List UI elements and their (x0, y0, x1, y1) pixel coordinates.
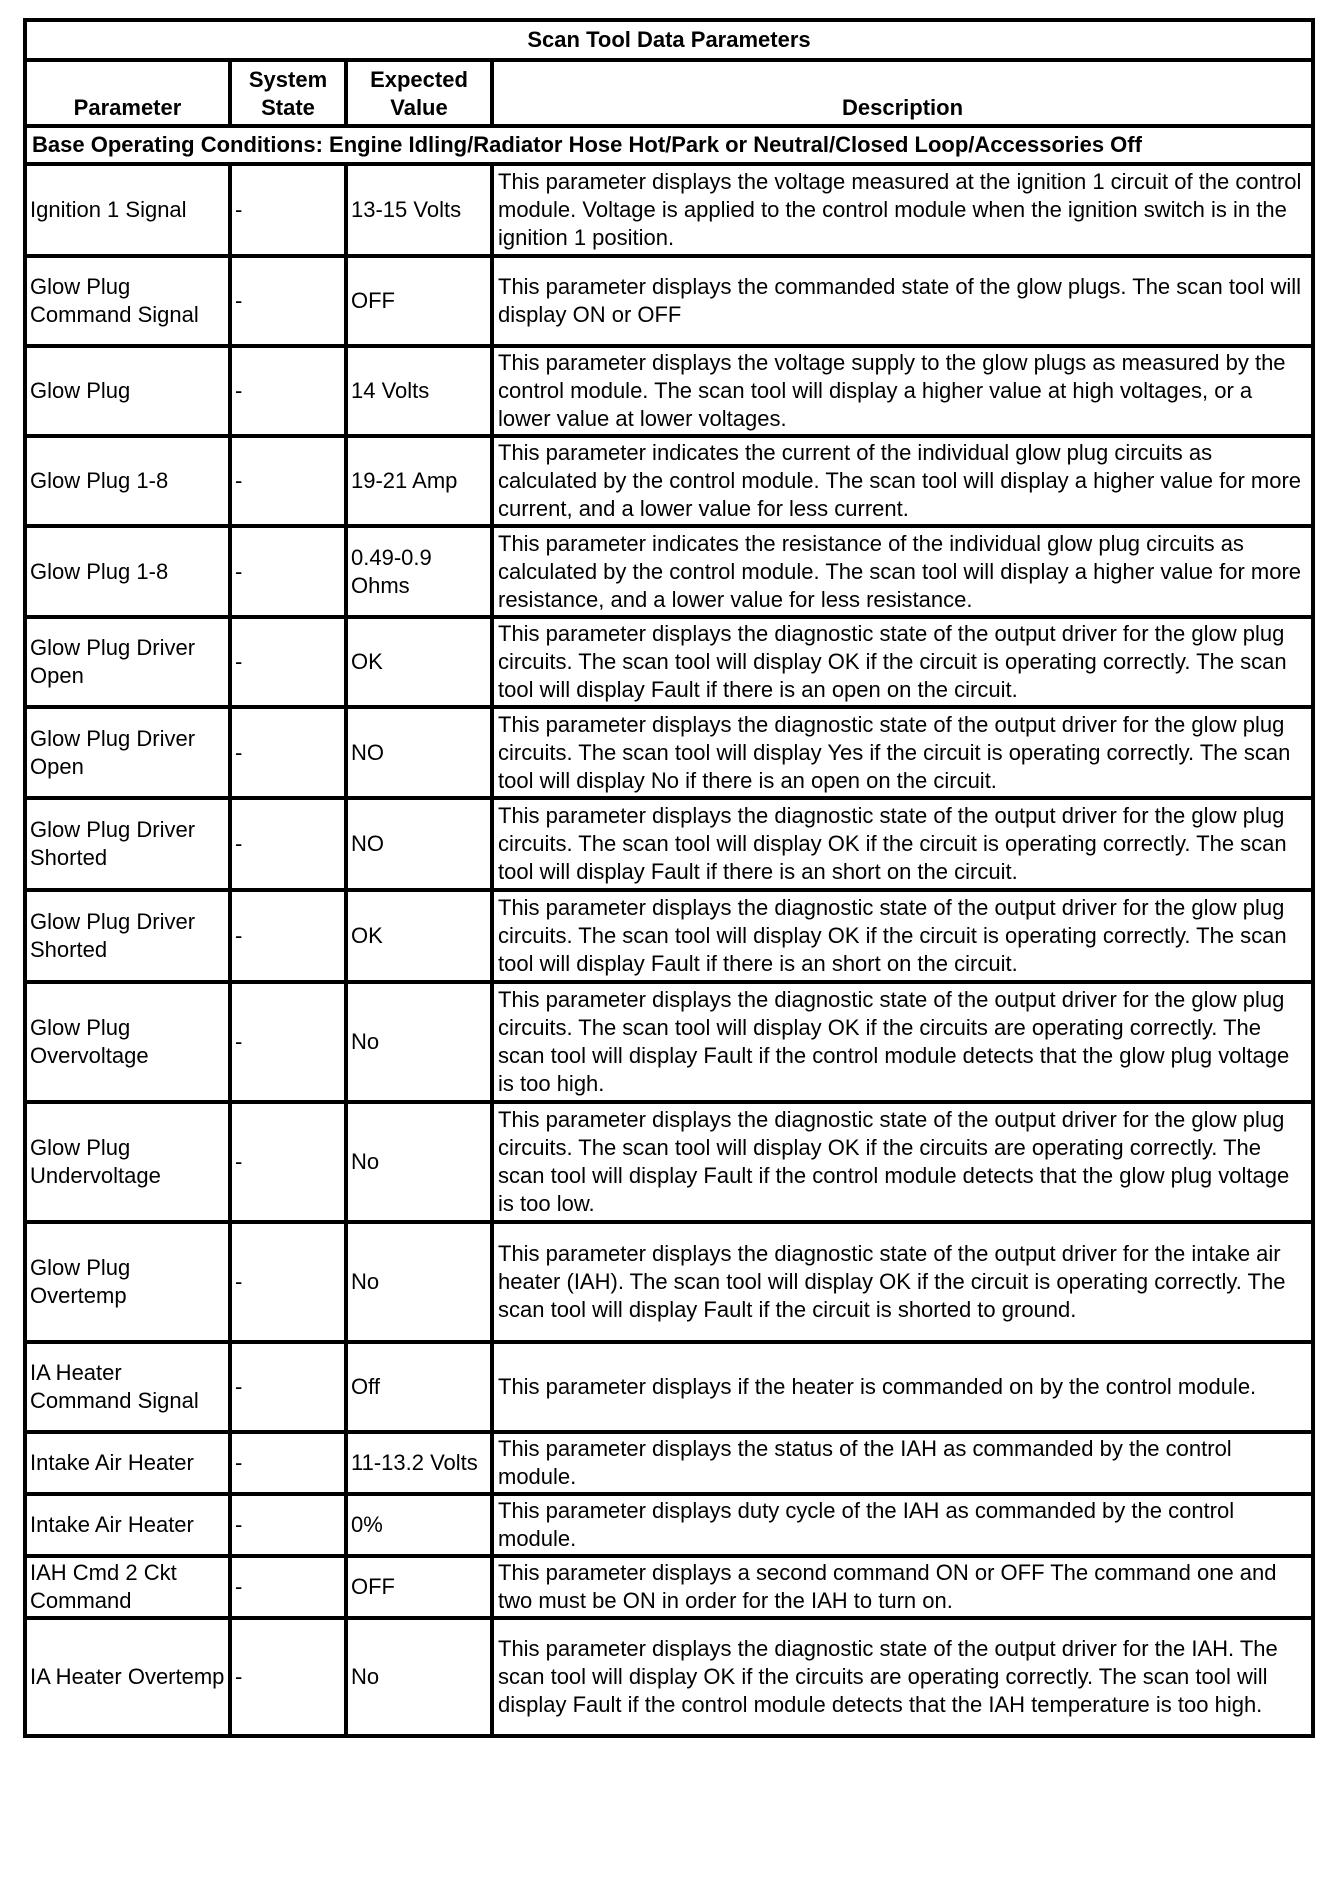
description-cell: This parameter displays the diagnostic state of the output driver for the glow plug circuits. The scan tool will display OK if the circuits are operating correctly. The scan tool will display Fault if the control module detects that the glow plug voltage is too high. (492, 982, 1313, 1102)
expected-value-cell: No (346, 1618, 492, 1736)
description-cell: This parameter displays the diagnostic state of the output driver for the glow plug circuits. The scan tool will display OK if the circuits are operating correctly. The scan tool will display Fault if the control module detects that the glow plug voltage is too low. (492, 1102, 1313, 1222)
parameter-cell: Glow Plug Driver Open (25, 617, 230, 707)
expected-value-cell: No (346, 982, 492, 1102)
system-state-cell: - (230, 707, 346, 798)
base-conditions: Base Operating Conditions: Engine Idling/Radiator Hose Hot/Park or Neutral/Closed Loop/Accessories Off (25, 126, 1313, 164)
system-state-cell: - (230, 617, 346, 707)
table-header-row (25, 60, 1313, 126)
system-state-cell: - (230, 256, 346, 346)
system-state-cell: - (230, 1432, 346, 1494)
expected-value-cell: 0.49-0.9 Ohms (346, 526, 492, 617)
description-cell: This parameter indicates the resistance of the individual glow plug circuits as calculated by the control module. The scan tool will display a higher value for more resistance, and a lower value for less resistance. (492, 526, 1313, 617)
parameter-cell: Intake Air Heater (25, 1432, 230, 1494)
table-row (25, 617, 1313, 707)
expected-value-cell: 11-13.2 Volts (346, 1432, 492, 1494)
system-state-cell: - (230, 436, 346, 526)
table-row (25, 890, 1313, 982)
system-state-cell: - (230, 982, 346, 1102)
parameter-cell: Glow Plug Overtemp (25, 1222, 230, 1342)
expected-value-cell: 19-21 Amp (346, 436, 492, 526)
system-state-cell: - (230, 1222, 346, 1342)
table-row (25, 707, 1313, 798)
table-row (25, 436, 1313, 526)
table-title-row (25, 20, 1313, 60)
parameter-cell: IA Heater Command Signal (25, 1342, 230, 1432)
system-state-cell: - (230, 346, 346, 436)
expected-value-cell: OFF (346, 1556, 492, 1618)
description-cell: This parameter displays the diagnostic state of the output driver for the IAH. The scan tool will display OK if the circuits are operating correctly. The scan tool will display Fault if the control module detects that the IAH temperature is too high. (492, 1618, 1313, 1736)
expected-value-cell: No (346, 1102, 492, 1222)
base-conditions-row (25, 126, 1313, 164)
description-cell: This parameter displays the diagnostic state of the output driver for the glow plug circuits. The scan tool will display OK if the circuit is operating correctly. The scan tool will display Fault if there is an short on the circuit. (492, 890, 1313, 982)
description-cell: This parameter displays the diagnostic state of the output driver for the glow plug circuits. The scan tool will display OK if the circuit is operating correctly. The scan tool will display Fault if there is an short on the circuit. (492, 798, 1313, 890)
column-header-expected-value-line2: Value (390, 95, 448, 120)
description-cell: This parameter displays if the heater is commanded on by the control module. (492, 1342, 1313, 1432)
parameter-cell: Glow Plug 1-8 (25, 436, 230, 526)
description-cell: This parameter displays duty cycle of the IAH as commanded by the control module. (492, 1494, 1313, 1556)
description-cell: This parameter displays the status of the IAH as commanded by the control module. (492, 1432, 1313, 1494)
parameter-cell: Glow Plug Driver Open (25, 707, 230, 798)
description-cell: This parameter displays the diagnostic state of the output driver for the glow plug circuits. The scan tool will display Yes if the circuit is operating correctly. The scan tool will display No if there is an open on the circuit. (492, 707, 1313, 798)
system-state-cell: - (230, 526, 346, 617)
expected-value-cell: NO (346, 707, 492, 798)
column-header-system-state (230, 60, 346, 126)
scan-tool-data-table (23, 18, 1315, 1738)
description-cell: This parameter displays the commanded state of the glow plugs. The scan tool will display ON or OFF (492, 256, 1313, 346)
system-state-cell: - (230, 798, 346, 890)
table-row (25, 1432, 1313, 1494)
system-state-cell: - (230, 1102, 346, 1222)
table-row (25, 1102, 1313, 1222)
parameter-cell: Glow Plug Driver Shorted (25, 798, 230, 890)
expected-value-cell: 13-15 Volts (346, 164, 492, 256)
expected-value-cell: OFF (346, 256, 492, 346)
description-cell: This parameter displays the voltage supply to the glow plugs as measured by the control module. The scan tool will display a higher value at high voltages, or a lower value at lower voltages. (492, 346, 1313, 436)
description-cell: This parameter displays the voltage measured at the ignition 1 circuit of the control module. Voltage is applied to the control module when the ignition switch is in the ignition 1 position. (492, 164, 1313, 256)
system-state-cell: - (230, 1342, 346, 1432)
expected-value-cell: 0% (346, 1494, 492, 1556)
table-row (25, 1618, 1313, 1736)
column-header-description: Description (492, 60, 1313, 126)
table-row (25, 256, 1313, 346)
parameter-cell: Glow Plug Driver Shorted (25, 890, 230, 982)
system-state-cell: - (230, 1556, 346, 1618)
parameter-cell: Glow Plug Undervoltage (25, 1102, 230, 1222)
column-header-system-state-line2: State (261, 95, 315, 120)
parameter-cell: Glow Plug Command Signal (25, 256, 230, 346)
table-body (25, 164, 1313, 1736)
table-row (25, 982, 1313, 1102)
parameter-cell: IAH Cmd 2 Ckt Command (25, 1556, 230, 1618)
parameter-cell: Glow Plug Overvoltage (25, 982, 230, 1102)
description-cell: This parameter displays the diagnostic state of the output driver for the intake air heater (IAH). The scan tool will display OK if the circuit is operating correctly. The scan tool will display Fault if the circuit is shorted to ground. (492, 1222, 1313, 1342)
expected-value-cell: 14 Volts (346, 346, 492, 436)
system-state-cell: - (230, 890, 346, 982)
description-cell: This parameter displays the diagnostic state of the output driver for the glow plug circuits. The scan tool will display OK if the circuit is operating correctly. The scan tool will display Fault if there is an open on the circuit. (492, 617, 1313, 707)
parameter-cell: Ignition 1 Signal (25, 164, 230, 256)
table-row (25, 526, 1313, 617)
system-state-cell: - (230, 1494, 346, 1556)
parameter-cell: Glow Plug 1-8 (25, 526, 230, 617)
parameter-cell: IA Heater Overtemp (25, 1618, 230, 1736)
column-header-expected-value-line1: Expected (370, 67, 468, 92)
description-cell: This parameter indicates the current of the individual glow plug circuits as calculated by the control module. The scan tool will display a higher value for more current, and a lower value for less current. (492, 436, 1313, 526)
table-title: Scan Tool Data Parameters (25, 20, 1313, 60)
expected-value-cell: OK (346, 890, 492, 982)
table-row (25, 1556, 1313, 1618)
expected-value-cell: NO (346, 798, 492, 890)
table-row (25, 798, 1313, 890)
column-header-system-state-line1: System (248, 67, 328, 92)
parameter-cell: Intake Air Heater (25, 1494, 230, 1556)
table-row (25, 346, 1313, 436)
system-state-cell: - (230, 1618, 346, 1736)
expected-value-cell: OK (346, 617, 492, 707)
description-cell: This parameter displays a second command ON or OFF The command one and two must be ON in order for the IAH to turn on. (492, 1556, 1313, 1618)
parameter-cell: Glow Plug (25, 346, 230, 436)
expected-value-cell: Off (346, 1342, 492, 1432)
table-row (25, 1342, 1313, 1432)
table-row (25, 1222, 1313, 1342)
system-state-cell: - (230, 164, 346, 256)
table-row (25, 1494, 1313, 1556)
column-header-expected-value (346, 60, 492, 126)
expected-value-cell: No (346, 1222, 492, 1342)
column-header-parameter: Parameter (25, 60, 230, 126)
table-row (25, 164, 1313, 256)
